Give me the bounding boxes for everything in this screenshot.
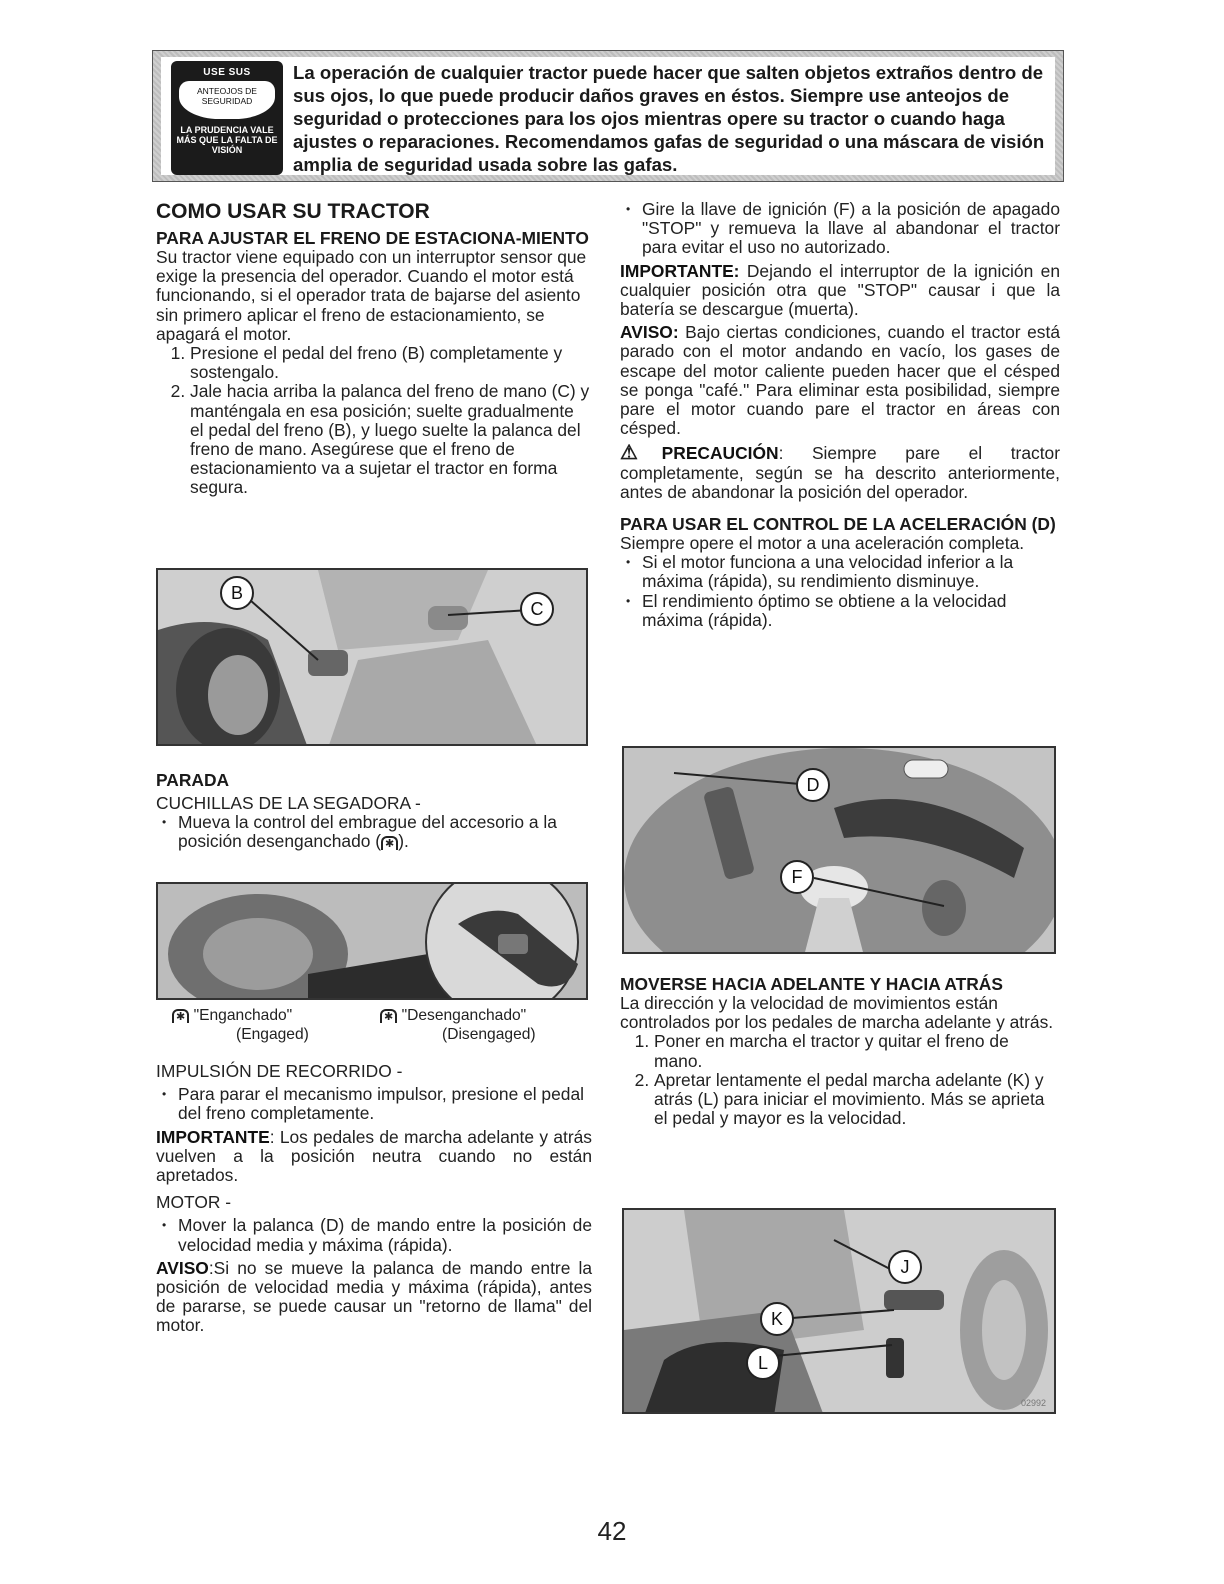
throttle-heading: PARA USAR EL CONTROL DE LA ACELERACIÓN (D) [620, 514, 1056, 535]
badge-bottom-text: LA PRUDENCIA VALE MÁS QUE LA FALTA DE VISIÓN [176, 125, 278, 155]
disengaged-symbol-icon: ✱ [381, 836, 398, 850]
important-note-right [620, 262, 1060, 320]
disengaged-symbol-icon: ✱ [380, 1009, 397, 1023]
aviso-note-right [620, 323, 1060, 438]
throttle-list [620, 553, 1060, 630]
aviso-note [156, 1259, 592, 1336]
disengaged-legend [380, 1006, 600, 1044]
aviso-label: AVISO: [620, 322, 679, 343]
blades-heading: CUCHILLAS DE LA SEGADORA - [156, 793, 421, 813]
list-item: • Gire la llave de ignición (F) a la posición de apagado "STOP" y remueva la llave al abandonar el tractor para evitar el uso no autorizado. [642, 200, 1060, 258]
list-item: • El rendimiento óptimo se obtiene a la velocidad máxima (rápida). [642, 592, 1060, 630]
important-text: Dejando el interruptor de la ignición en cualquier posición otra que "STOP" causar i que la batería se descargue (muerta). [620, 260, 1060, 320]
callout-l: L [746, 1346, 780, 1380]
caution-note [620, 444, 1060, 502]
warning-triangle-icon: ⚠ [620, 442, 662, 465]
aviso-text: Bajo ciertas condiciones, cuando el tractor está parado con el motor andando en vacío, los gases de escape del motor caliente pueden hacer que el césped se ponga "café." Para eliminar esta posibilidad, siempre pare el motor cuando pare el tractor en áreas con césped. [620, 322, 1060, 439]
badge-goggle-text: ANTEOJOS DE SEGURIDAD [179, 81, 275, 119]
move-section [620, 974, 1060, 1128]
list-item: • Si el motor funciona a una velocidad inferior a la máxima (rápida), su rendimiento disminuye. [642, 553, 1060, 591]
list-item: 2. Apretar lentamente el pedal marcha adelante (K) y atrás (L) para iniciar el movimiento. Más se aprieta el pedal y mayor es la velocidad. [654, 1071, 1060, 1129]
callout-b: B [220, 576, 254, 610]
caution-label: PRECAUCIÓN [661, 443, 779, 464]
important-note [156, 1128, 592, 1186]
move-text: La dirección y la velocidad de movimientos están controlados por los pedales de marcha adelante y atrás. [620, 993, 1054, 1033]
blades-bullet-text: Mueva la control del embrague del accesorio a la posición desenganchado [178, 812, 557, 852]
section-title: COMO USAR SU TRACTOR [156, 200, 430, 223]
list-item: • Mueva la control del embrague del accesorio a la posición desenganchado ( ✱ ). [178, 813, 592, 851]
badge-top-text: USE SUS [203, 67, 251, 78]
callout-j: J [888, 1250, 922, 1284]
safety-banner [152, 50, 1064, 182]
right-column-top [620, 200, 1060, 630]
drive-list [156, 1085, 592, 1123]
motor-list [156, 1216, 592, 1254]
disengaged-label: "Desenganchado" [401, 1007, 527, 1024]
important-text: : Los pedales de marcha adelante y atrás vuelven a la posición neutra cuando no están apretados. [156, 1126, 592, 1186]
drive-heading: IMPULSIÓN DE RECORRIDO - [156, 1061, 403, 1081]
aviso-text: :Si no se mueve la palanca de mando entre la posición de velocidad media y máxima (rápida), antes de pararse, se puede causar un "retorno de llama" del motor. [156, 1257, 592, 1336]
clutch-photo [156, 882, 588, 1000]
drive-section [156, 1062, 592, 1336]
callout-c: C [520, 592, 554, 626]
safety-warning-text: La operación de cualquier tractor puede hacer que salten objetos extraños dentro de sus ojos, lo que puede producir daños graves en éstos. Siempre use anteojos de seguridad o protecciones para los ojos mientras opere su tractor o cuando haga ajustes o reparaciones. Recomendamos gafas de seguridad o una máscara de visión amplia de seguridad usada sobre las gafas. [293, 62, 1045, 175]
important-label: IMPORTANTE: [620, 260, 740, 281]
aviso-label: AVISO [156, 1257, 209, 1278]
move-steps [620, 1032, 1060, 1128]
figure-number: 02992 [1020, 1398, 1046, 1408]
callout-k: K [760, 1302, 794, 1336]
motor-heading: MOTOR - [156, 1192, 232, 1213]
list-item: 1. Presione el pedal del freno (B) completamente y sostengalo. [190, 344, 592, 382]
blades-bullet-end: ). [398, 831, 409, 852]
engaged-legend [172, 1006, 372, 1044]
list-item: • Mover la palanca (D) de mando entre la posición de velocidad media y máxima (rápida). [178, 1216, 592, 1254]
stop-heading: PARADA [156, 770, 230, 790]
brake-heading: PARA AJUSTAR EL FRENO DE ESTACIONA-MIENTO [156, 228, 589, 248]
disengaged-en: (Disengaged) [442, 1026, 536, 1043]
throttle-photo [622, 746, 1056, 954]
brake-paragraph: Su tractor viene equipado con un interruptor sensor que exige la presencia del operador. Cuando el motor está funcionando, si el operador trata de bajarse del asiento sin primero aplicar el freno de estacionamiento, se apagará el motor. [156, 247, 587, 344]
brake-photo [156, 568, 588, 746]
caution-text: : Siempre pare el tractor completamente, según se ha descrito anteriormente, antes de abandonar la posición del operador. [620, 443, 1060, 502]
important-label: IMPORTANTE [156, 1126, 270, 1147]
safety-goggles-icon [171, 61, 283, 175]
callout-d: D [796, 768, 830, 802]
callout-f: F [780, 860, 814, 894]
list-item: • Para parar el mecanismo impulsor, presione el pedal del freno completamente. [178, 1085, 592, 1123]
page-number: 42 [597, 1516, 627, 1546]
ignition-list [620, 200, 1060, 258]
engaged-en: (Engaged) [236, 1026, 309, 1043]
move-heading: MOVERSE HACIA ADELANTE Y HACIA ATRÁS [620, 974, 1003, 994]
engaged-label: "Enganchado" [193, 1007, 293, 1024]
brake-steps [156, 344, 592, 498]
blades-list [156, 813, 592, 851]
list-item: 2. Jale hacia arriba la palanca del freno de mano (C) y manténgala en esa posición; suelte gradualmente el pedal del freno (B), y luego suelte la palanca del freno de mano. Asegúrese que el freno de estacionamiento va a sujetar el tractor en forma segura. [190, 382, 592, 497]
throttle-text: Siempre opere el motor a una aceleración completa. [620, 533, 1025, 554]
stop-section [156, 770, 592, 852]
pedals-photo [622, 1208, 1056, 1414]
list-item: 1. Poner en marcha el tractor y quitar el freno de mano. [654, 1032, 1060, 1070]
engaged-symbol-icon: ✱ [172, 1009, 189, 1023]
left-column-top [156, 200, 592, 498]
